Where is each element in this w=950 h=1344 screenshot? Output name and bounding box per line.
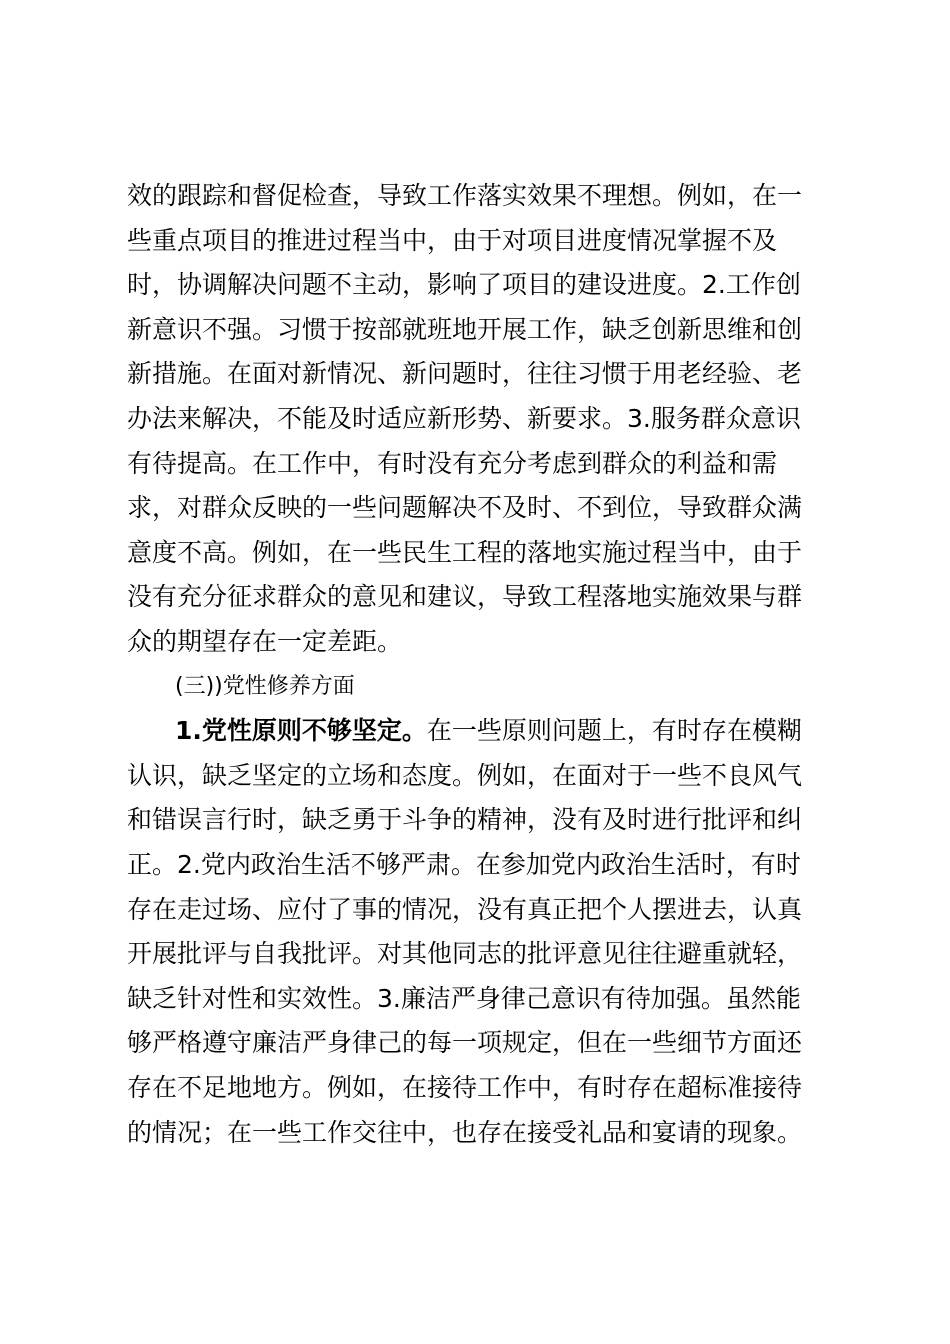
paragraph-text: 在一些原则问题上，有时存在模糊	[426, 716, 802, 745]
paragraph-line: 认识，缺乏坚定的立场和态度。例如，在面对于一些不良风气	[127, 761, 803, 790]
paragraph-line: 缺乏针对性和实效性。3.廉洁严身律己意识有待加强。虽然能	[127, 984, 801, 1013]
paragraph-line: 时，协调解决问题不主动，影响了项目的建设进度。2.工作创	[127, 270, 801, 299]
paragraph-line: 存在不足地地方。例如，在接待工作中，有时存在超标准接待	[127, 1073, 803, 1102]
paragraph-line: 新意识不强。习惯于按部就班地开展工作，缺乏创新思维和创	[127, 315, 803, 344]
paragraph-line: 没有充分征求群众的意见和建议，导致工程落地实施效果与群	[127, 582, 803, 611]
paragraph-line: 些重点项目的推进过程当中，由于对项目进度情况掌握不及	[127, 226, 778, 255]
paragraph-line	[175, 715, 830, 749]
paragraph-line: 意度不高。例如，在一些民生工程的落地实施过程当中，由于	[127, 538, 803, 567]
paragraph-line: 的情况；在一些工作交往中，也存在接受礼品和宴请的现象。	[127, 1118, 803, 1147]
paragraph-line: 效的跟踪和督促检查，导致工作落实效果不理想。例如，在一	[127, 181, 803, 210]
paragraph-line: 开展批评与自我批评。对其他同志的批评意见往往避重就轻，	[127, 939, 803, 968]
paragraph-line: 正。2.党内政治生活不够严肃。在参加党内政治生活时，有时	[127, 850, 801, 879]
paragraph-line: 够严格遵守廉洁严身律己的每一项规定，但在一些细节方面还	[127, 1028, 803, 1057]
paragraph-line: 有待提高。在工作中，有时没有充分考虑到群众的利益和需	[127, 449, 778, 478]
paragraph-line: 存在走过场、应付了事的情况，没有真正把个人摆进去，认真	[127, 895, 803, 924]
bold-lead: 1.党性原则不够坚定。	[175, 716, 427, 745]
section-heading: (三))党性修养方面	[175, 674, 355, 699]
paragraph-line: 众的期望存在一定差距。	[127, 627, 403, 656]
paragraph-line: 新措施。在面对新情况、新问题时，往往习惯于用老经验、老	[127, 359, 803, 388]
paragraph-line: 和错误言行时，缺乏勇于斗争的精神，没有及时进行批评和纠	[127, 805, 803, 834]
paragraph-line: 求，对群众反映的一些问题解决不及时、不到位，导致群众满	[127, 493, 803, 522]
paragraph-line: 办法来解决，不能及时适应新形势、新要求。3.服务群众意识	[127, 404, 801, 433]
